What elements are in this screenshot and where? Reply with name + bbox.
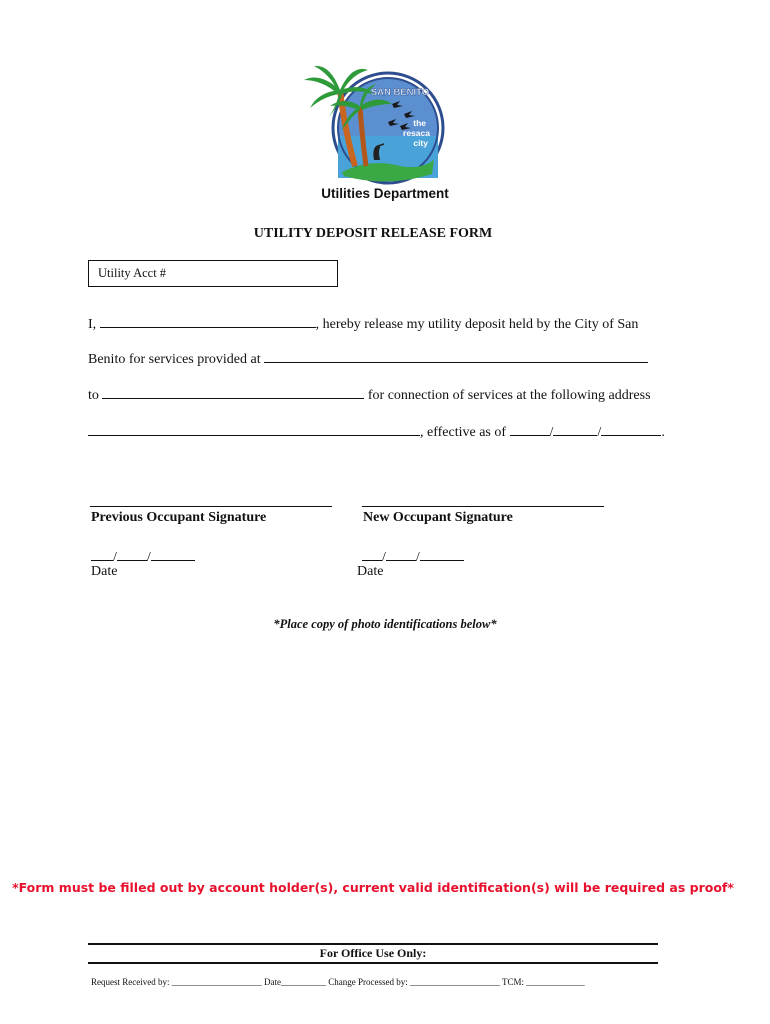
warning-note: *Form must be filled out by account holder(s), current valid identification(s) will be required as proof* <box>12 880 734 895</box>
service-address-blank[interactable] <box>264 348 648 363</box>
new-date-field <box>362 546 464 566</box>
office-use-fields[interactable]: Request Received by: ____________________ Date__________ Change Processed by: ____________________ TCM: _____________ <box>91 977 585 987</box>
seal-side-text-2: resaca <box>403 128 430 138</box>
new-date-year-blank[interactable] <box>420 546 464 561</box>
utility-acct-field[interactable] <box>88 260 338 287</box>
effective-year-blank[interactable] <box>601 421 661 436</box>
utility-acct-label: Utility Acct # <box>98 266 167 280</box>
body-text: , hereby release my utility deposit held by the City of San <box>315 317 639 332</box>
date-slash: / <box>549 425 554 440</box>
body-text: , effective as of <box>420 425 507 440</box>
new-date-day-blank[interactable] <box>386 546 416 561</box>
body-text: I, <box>88 317 97 332</box>
body-text: for connection of services at the following address <box>367 388 651 403</box>
body-line-1 <box>88 313 638 333</box>
previous-signature-line[interactable] <box>90 506 332 507</box>
connection-address-blank[interactable] <box>88 421 420 436</box>
previous-date-label: Date <box>91 564 118 579</box>
date-slash: / <box>113 550 117 565</box>
previous-date-field <box>91 546 195 566</box>
office-use-title: For Office Use Only: <box>319 946 427 960</box>
previous-date-day-blank[interactable] <box>117 546 147 561</box>
previous-signature-label: Previous Occupant Signature <box>91 510 267 525</box>
seal-side-text-1: the <box>413 118 426 128</box>
new-date-label: Date <box>357 564 384 579</box>
body-text: . <box>661 425 665 440</box>
new-signature-line[interactable] <box>362 506 604 507</box>
body-line-2 <box>88 348 648 368</box>
body-text: to <box>88 388 99 403</box>
office-top-rule <box>88 943 658 945</box>
seal-top-text: SAN BENITO <box>370 87 430 98</box>
date-slash: / <box>415 550 420 565</box>
department-name: Utilities Department <box>321 186 449 201</box>
date-slash: / <box>146 550 151 565</box>
effective-day-blank[interactable] <box>553 421 597 436</box>
form-title: UTILITY DEPOSIT RELEASE FORM <box>253 226 493 241</box>
effective-month-blank[interactable] <box>510 421 550 436</box>
date-slash: / <box>597 425 602 440</box>
new-address-blank[interactable] <box>102 384 364 399</box>
previous-date-month-blank[interactable] <box>91 546 113 561</box>
city-seal-logo <box>300 62 450 190</box>
office-bottom-rule <box>88 962 658 964</box>
date-slash: / <box>382 550 386 565</box>
new-signature-label: New Occupant Signature <box>363 510 513 525</box>
body-line-3 <box>88 384 651 404</box>
body-text: Benito for services provided at <box>88 352 261 367</box>
photo-id-note: *Place copy of photo identifications below* <box>273 617 497 631</box>
new-date-month-blank[interactable] <box>362 546 382 561</box>
previous-date-year-blank[interactable] <box>151 546 195 561</box>
body-line-4 <box>88 421 665 441</box>
seal-side-text-3: city <box>413 138 428 148</box>
name-blank[interactable] <box>100 313 316 328</box>
